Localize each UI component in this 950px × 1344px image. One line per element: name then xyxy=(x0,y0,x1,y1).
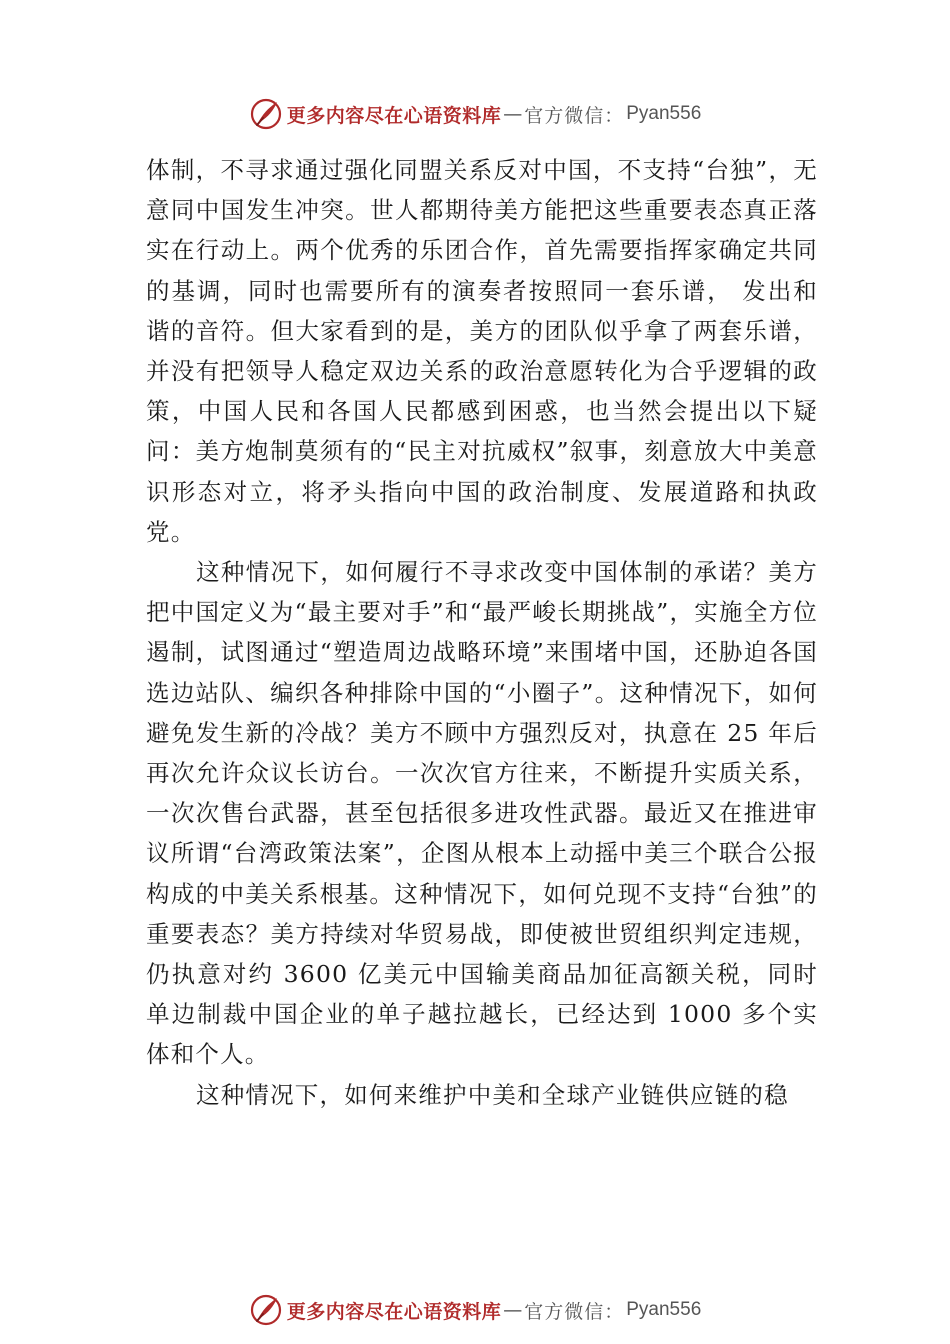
footer-watermark xyxy=(0,1292,950,1328)
watermark-dash: — xyxy=(503,103,523,125)
paragraph-1: 体制，不寻求通过强化同盟关系反对中国，不支持“台独”，无意同中国发生冲突。世人都期待美方能把这些重要表态真正落实在行动上。两个优秀的乐团合作，首先需要指挥家确定共同的基调，同时也需要所有的演奏者按照同一套乐谱， 发出和谐的音符。但大家看到的是，美方的团队似乎拿了两套乐谱，并没有把领导人稳定双边关系的政治意愿转化为合乎逻辑的政策，中国人民和各国人民都感到困惑，也当然会提出以下疑问：美方炮制莫须有的“民主对抗威权”叙事，刻意放大中美意识形态对立，将矛头指向中国的政治制度、发展道路和执政党。 xyxy=(146,156,818,546)
quill-logo-icon xyxy=(249,1293,283,1327)
paragraph-2: 这种情况下，如何履行不寻求改变中国体制的承诺？美方把中国定义为“最主要对手”和“最严峻长期挑战”，实施全方位遏制，试图通过“塑造周边战略环境”来围堵中国，还胁迫各国选边站队、编织各种排除中国的“小圈子”。这种情况下，如何避免发生新的冷战？美方不顾中方强烈反对，执意在 25 年后再次允许众议长访台。一次次官方往来，不断提升实质关系，一次次售台武器，甚至包括很多进攻性武器。最近又在推进审议所谓“台湾政策法案”，企图从根本上动摇中美三个联合公报构成的中美关系根基。这种情况下，如何兑现不支持“台独”的重要表态？美方持续对华贸易战，即使被世贸组织判定违规，仍执意对约 3600 亿美元中国输美商品加征高额关税，同时单边制裁中国企业的单子越拉越长，已经达到 1000 多个实体和个人。 xyxy=(146,558,818,1069)
paragraph-3: 这种情况下，如何来维护中美和全球产业链供应链的稳 xyxy=(196,1080,789,1109)
watermark-site-name: 更多内容尽在心语资料库 xyxy=(286,1300,502,1323)
watermark-wechat-label: 官方微信： xyxy=(524,104,625,127)
watermark-wechat-id: Pyan556 xyxy=(626,1299,702,1320)
watermark-wechat-label: 官方微信： xyxy=(524,1300,625,1323)
watermark-site-name: 更多内容尽在心语资料库 xyxy=(286,104,502,127)
watermark-wechat-id: Pyan556 xyxy=(626,103,702,124)
watermark-dash: — xyxy=(503,1299,523,1321)
quill-logo-icon xyxy=(249,97,283,131)
header-watermark xyxy=(0,96,950,132)
document-body xyxy=(146,150,818,1115)
